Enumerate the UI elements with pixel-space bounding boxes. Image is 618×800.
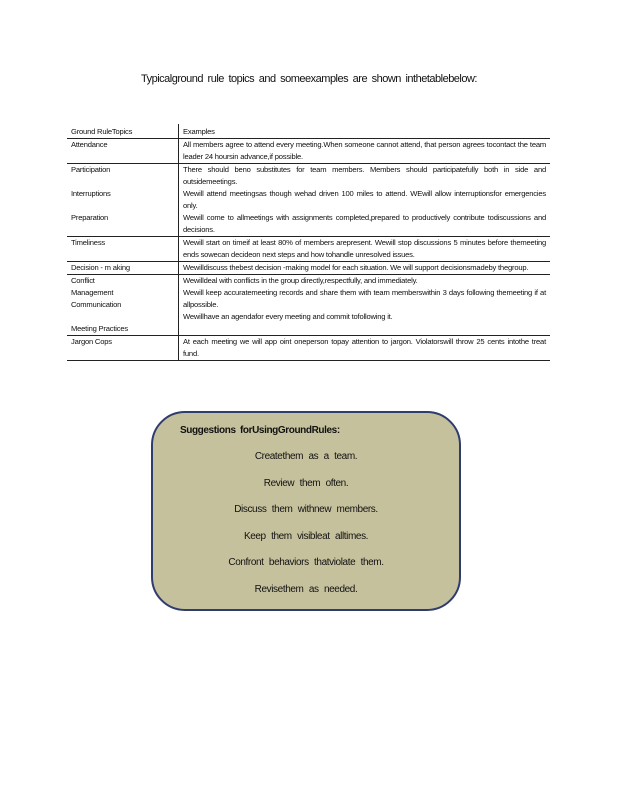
ground-rules-table [67,124,550,361]
row-example: Wewilldiscuss thebest decision -making model for each situation. We will support decisionsmadeby thegroup. [179,262,551,275]
list-item: Discuss them withnew members. [234,504,378,515]
row-topic: Conflict Management Communication Meeting Practices [67,275,179,336]
row-example: All members agree to attend every meeting.When someone cannot attend, that person agrees tocontact the team leader 24 hoursin advance,if possible. [179,139,551,164]
table-row [67,262,550,275]
list-item: Keep them visibleat alltimes. [243,530,369,542]
row-topic: Timeliness [67,237,179,262]
row-example: There should beno substitutes for team members. Members should participatefully both in side and outsidemeetings. Wewill attend meetingsas though wehad driven 100 miles to attend. WEwill allow interruptionsfor emergencies only. Wewill come to allmeetings with assignments completed,prepared to productively contribute todiscussions and decisions. [179,164,551,237]
list-item: Confront behaviors thatviolate them. [228,557,384,568]
list-item: Revisethem as needed. [254,583,358,595]
suggestions-title: Suggestions forUsingGroundRules: [180,425,340,436]
table-row [67,275,550,336]
suggestions-list [153,451,459,610]
list-item: Review them often. [263,477,349,489]
row-topic: Attendance [67,139,179,164]
row-topic: Participation Interruptions Preparation [67,164,179,237]
header-topics: Ground RuleTopics [67,124,179,139]
table-row [67,139,550,164]
row-example: At each meeting we will app oint oneperson topay attention to jargon. Violatorswill throw 25 cents intothe treat fund. [179,336,551,361]
row-topic: Decision - m aking [67,262,179,275]
table-row [67,336,550,361]
list-item: Createthem as a team. [254,451,358,462]
row-example: Wewilldeal with conflicts in the group directly,respectfully, and immediately. Wewill keep accuratemeeting records and share them with team memberswithin 3 days following themeeting if at allpossible. Wewillhave an agendafor every meeting and commit tofollowing it. [179,275,551,336]
table-row [67,164,550,237]
suggestions-callout [151,411,461,611]
table-row [67,237,550,262]
row-topic: Jargon Cops [67,336,179,361]
intro-sentence: Typicalground rule topics and someexamples are shown inthetablebelow: [141,73,477,85]
row-example: Wewill start on timeif at least 80% of members arepresent. Wewill stop discussions 5 minutes before themeeting ends sowecan decideon next steps and how tohandle unresolved issues. [179,237,551,262]
header-examples: Examples [179,124,551,139]
